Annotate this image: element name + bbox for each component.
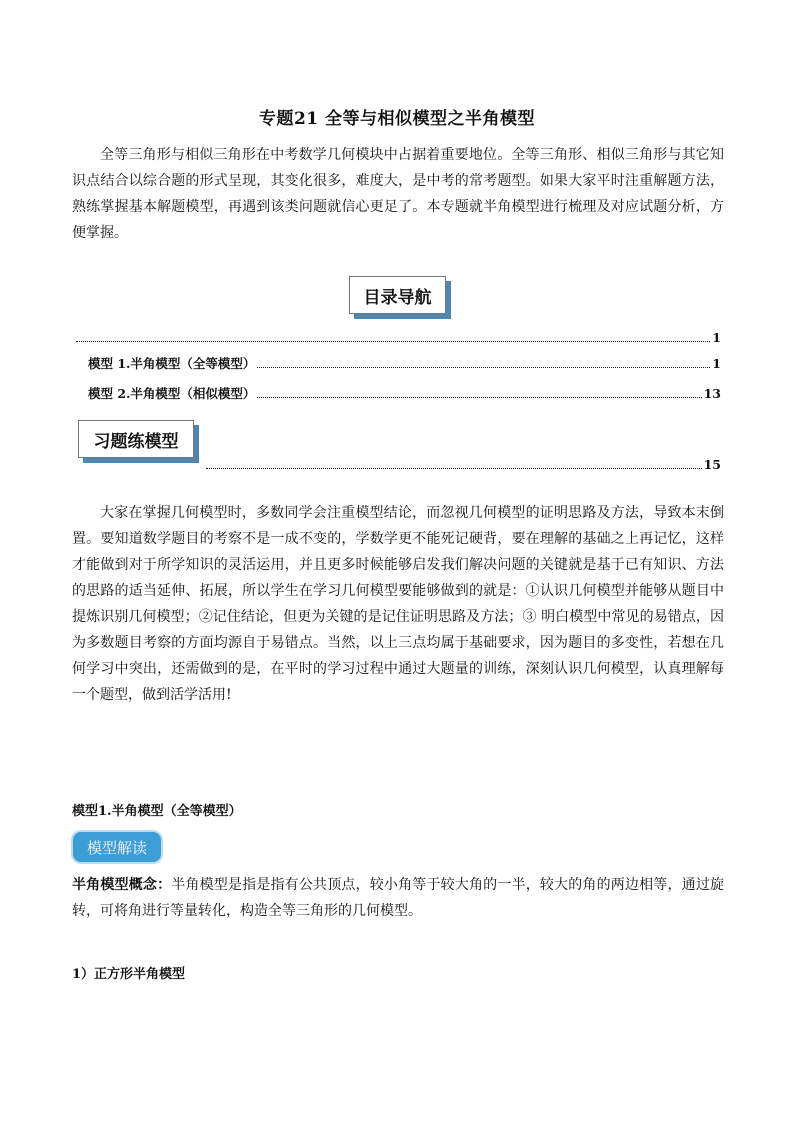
toc-leader-dots	[257, 387, 701, 398]
concept-label: 半角模型概念：	[72, 877, 172, 893]
body-paragraph: 大家在掌握几何模型时，多数同学会注重模型结论，而忽视几何模型的证明思路及方法，导致本末倒置。要知道数学题目的考察不是一成不变的，学数学更不能死记硬背，要在理解的基础之上再记忆，这样才能做到对于所学知识的灵活运用，并且更多时候能够启发我们解决问题的关键就是基于已有知识、方法的思路的适当延伸、拓展，所以学生在学习几何模型要能够做到的就是：①认识几何模型并能够从题目中提炼识别几何模型；②记住结论，但更为关键的是记住证明思路及方法；③ 明白模型中常见的易错点，因为多数题目考察的方面均源自于易错点。当然，以上三点均属于基础要求，因为题目的多变性，若想在几何学习中突出，还需做到的是，在平时的学习过程中通过大题量的训练，深刻认识几何模型，认真理解每一个题型，做到活学活用!	[72, 505, 724, 703]
model-interpretation-badge: 模型解读	[73, 832, 161, 862]
toc-heading-box	[349, 276, 446, 314]
model-1-heading: 模型1.半角模型（全等模型）	[72, 804, 242, 819]
toc-entry-page: 15	[703, 457, 721, 472]
toc-entry-label: 模型 2.半角模型（相似模型）	[88, 386, 256, 401]
square-half-angle-heading: 1）正方形半角模型	[72, 967, 186, 982]
concept-text: 半角模型是指是指有公共顶点，较小角等于较大角的一半，较大的角的两边相等，通过旋转，可将角进行等量转化，构造全等三角形的几何模型。	[72, 877, 725, 919]
toc-entry-page: 1	[712, 356, 721, 371]
toc-entry-page: 1	[712, 330, 721, 345]
toc-entry-page: 13	[703, 386, 721, 401]
practice-heading: 习题练模型	[93, 431, 179, 452]
concept-paragraph	[72, 872, 724, 924]
toc-leader-dots	[76, 331, 710, 342]
toc-entry-label: 模型 1.半角模型（全等模型）	[88, 356, 256, 371]
practice-heading-box	[78, 420, 194, 458]
toc-entry-practice[interactable]	[204, 457, 721, 472]
toc-leader-dots	[206, 458, 702, 469]
toc-entry-model-1[interactable]	[88, 354, 721, 372]
toc-entry-model-2[interactable]	[88, 384, 721, 402]
page-title: 专题21 全等与相似模型之半角模型	[258, 109, 536, 129]
toc-entry-overview[interactable]	[74, 330, 721, 345]
toc-leader-dots	[257, 357, 710, 368]
toc-heading: 目录导航	[363, 287, 432, 308]
intro-paragraph: 全等三角形与相似三角形在中考数学几何模块中占据着重要地位。全等三角形、相似三角形与其它知识点结合以综合题的形式呈现，其变化很多，难度大，是中考的常考题型。如果大家平时注重解题方法，熟练掌握基本解题模型，再遇到该类问题就信心更足了。本专题就半角模型进行梳理及对应试题分析，方便掌握。	[72, 147, 724, 241]
